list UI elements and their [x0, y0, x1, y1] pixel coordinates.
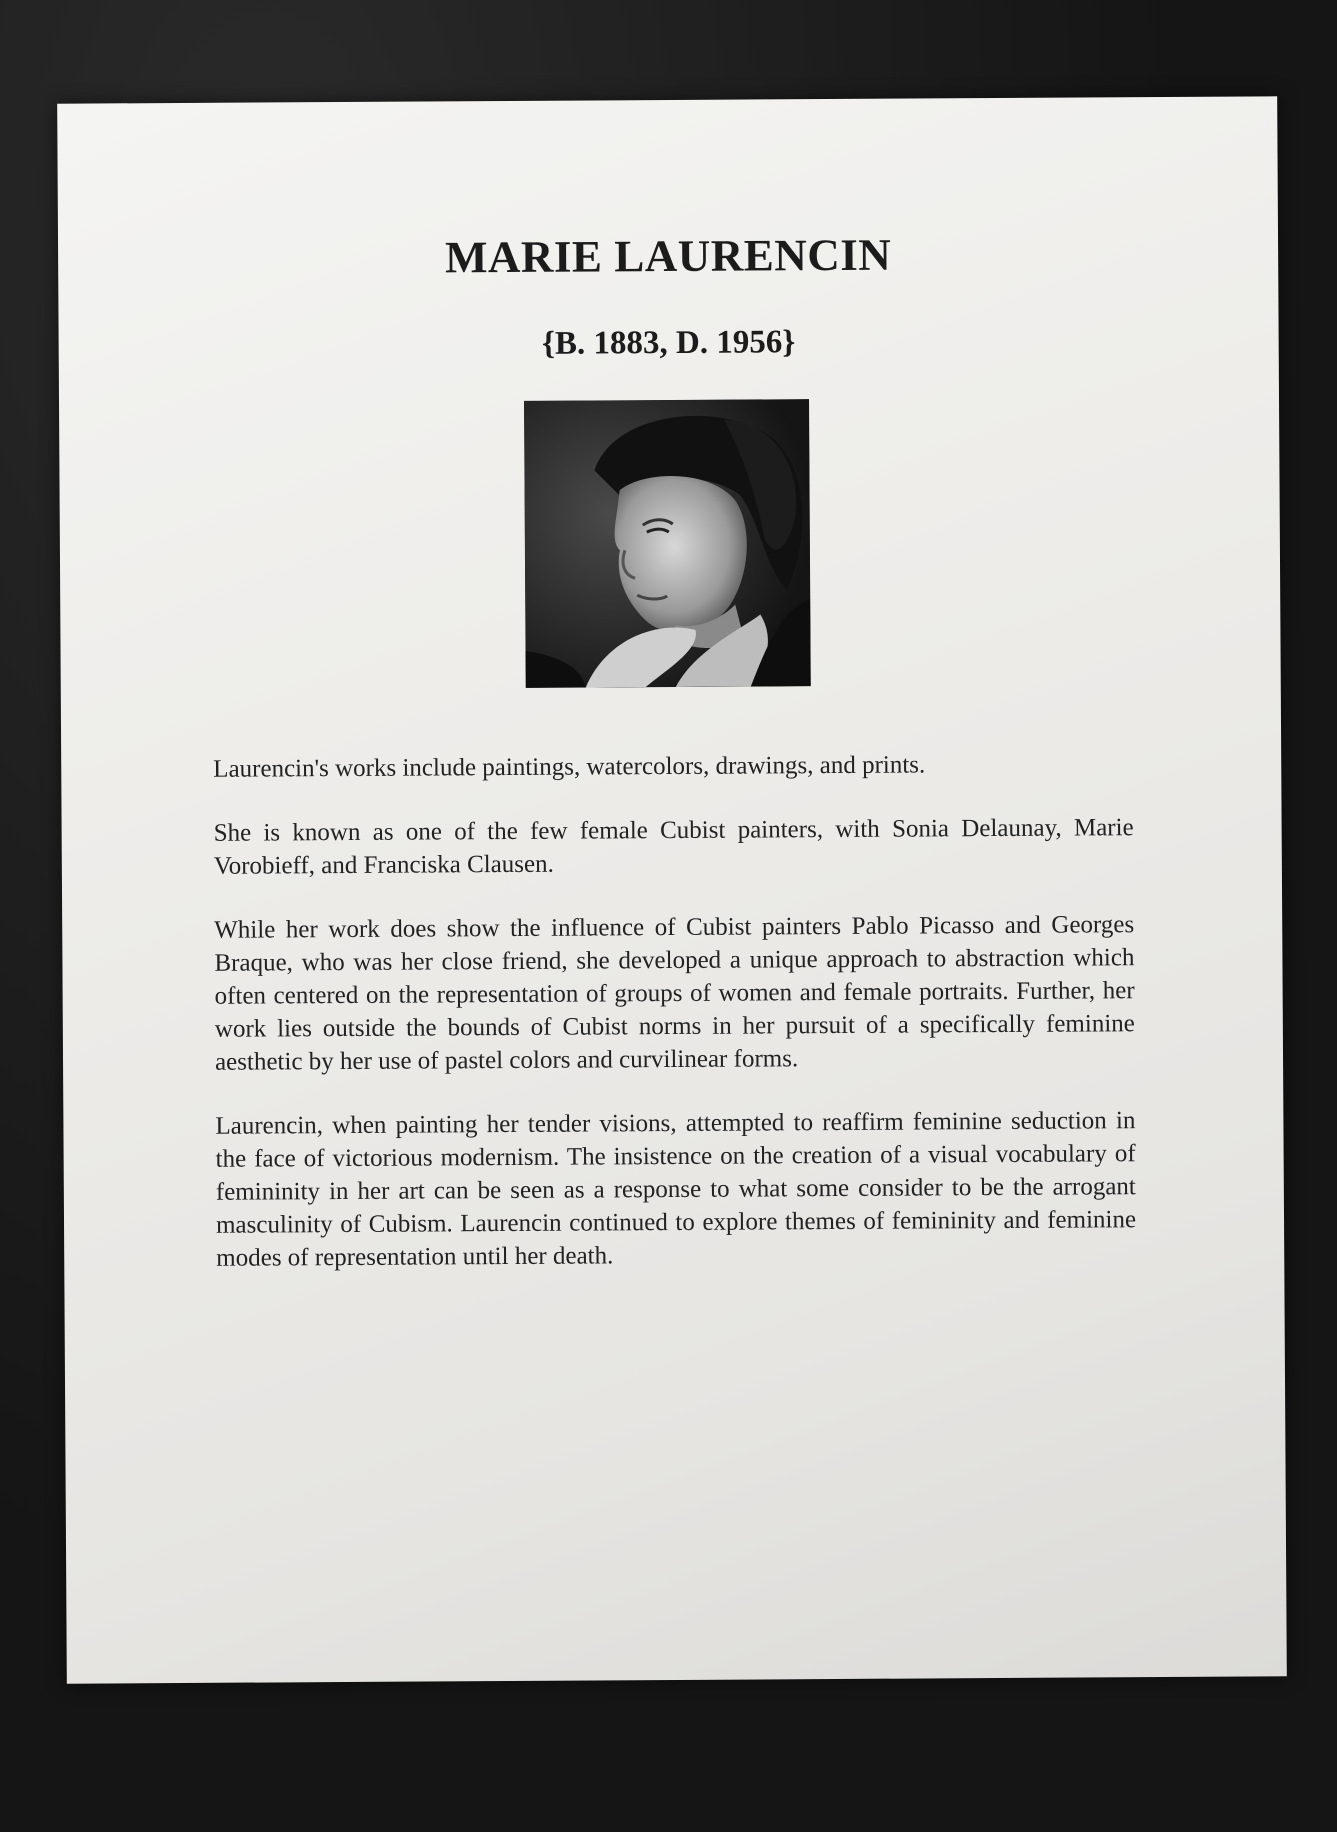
life-dates: {B. 1883, D. 1956} — [541, 324, 796, 362]
paper-sheet — [57, 96, 1287, 1683]
paragraph-works: Laurencin's works include paintings, watercolors, drawings, and prints. — [213, 751, 926, 783]
paragraph-influence: While her work does show the influence of Cubist painters Pablo Picasso and Georges Braque, who was her close friend, she developed a unique approach to abstraction which often centered on the representation of groups of women and female portraits. Further, her work lies outside the bounds of Cubist norms in her pursuit of a specifically feminine aesthetic by her use of pastel colors and curvilinear forms. — [214, 911, 1135, 1076]
portrait-photo-icon — [524, 399, 811, 688]
paragraph-cubist-painters: She is known as one of the few female Cubist painters, with Sonia Delaunay, Marie Vorobieff, and Franciska Clausen. — [213, 814, 1134, 880]
page-title: MARIE LAURENCIN — [444, 229, 892, 283]
paragraph-femininity: Laurencin, when painting her tender visions, attempted to reaffirm feminine seduction in the face of victorious modernism. The insistence on the creation of a visual vocabulary of femininity in her art can be seen as a response to what some consider to be the arrogant masculinity of Cubism. Laurencin continued to explore themes of femininity and feminine modes of representation until her death. — [215, 1107, 1137, 1272]
biography-text — [213, 747, 1136, 1306]
